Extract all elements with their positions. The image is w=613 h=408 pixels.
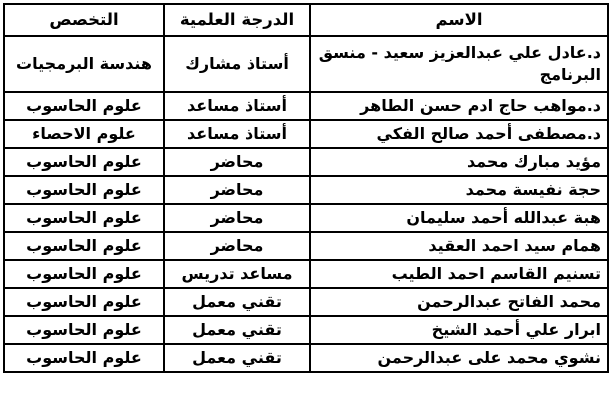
table-row [4,92,608,120]
cell-specialty: علوم الحاسوب [4,344,164,372]
cell-specialty: علوم الحاسوب [4,232,164,260]
cell-rank: أستاذ مساعد [164,120,310,148]
cell-specialty: علوم الاحصاء [4,120,164,148]
cell-rank: محاضر [164,232,310,260]
cell-name: ابرار علي أحمد الشيخ [310,316,608,344]
cell-rank: تقني معمل [164,344,310,372]
header-rank: الدرجة العلمية [164,4,310,36]
table-row [4,176,608,204]
table-row [4,344,608,372]
header-specialty: التخصص [4,4,164,36]
table-row [4,204,608,232]
cell-specialty: هندسة البرمجيات [4,36,164,92]
staff-table-header [4,4,608,36]
staff-table-body [4,36,608,372]
table-row [4,260,608,288]
cell-specialty: علوم الحاسوب [4,148,164,176]
cell-name: حجة نفيسة محمد [310,176,608,204]
table-row [4,148,608,176]
cell-name: نشوي محمد على عبدالرحمن [310,344,608,372]
cell-specialty: علوم الحاسوب [4,316,164,344]
cell-specialty: علوم الحاسوب [4,176,164,204]
cell-rank: مساعد تدريس [164,260,310,288]
cell-name: تسنيم القاسم احمد الطيب [310,260,608,288]
cell-rank: أستاذ مساعد [164,92,310,120]
cell-specialty: علوم الحاسوب [4,288,164,316]
cell-specialty: علوم الحاسوب [4,92,164,120]
table-row [4,232,608,260]
cell-name: همام سيد احمد العقيد [310,232,608,260]
table-row [4,288,608,316]
header-row [4,4,608,36]
table-row [4,36,608,92]
cell-specialty: علوم الحاسوب [4,260,164,288]
cell-rank: محاضر [164,176,310,204]
cell-name: د.مواهب حاج ادم حسن الطاهر [310,92,608,120]
cell-name: محمد الفاتح عبدالرحمن [310,288,608,316]
cell-rank: محاضر [164,204,310,232]
cell-name: د.مصطفى أحمد صالح الفكي [310,120,608,148]
cell-rank: أستاذ مشارك [164,36,310,92]
table-row [4,120,608,148]
staff-table [3,3,609,373]
cell-specialty: علوم الحاسوب [4,204,164,232]
cell-rank: محاضر [164,148,310,176]
cell-rank: تقني معمل [164,316,310,344]
cell-rank: تقني معمل [164,288,310,316]
cell-name: مؤيد مبارك محمد [310,148,608,176]
cell-name: د.عادل علي عبدالعزيز سعيد - منسق البرنامج [310,36,608,92]
table-row [4,316,608,344]
cell-name: هبة عبدالله أحمد سليمان [310,204,608,232]
header-name: الاسم [310,4,608,36]
